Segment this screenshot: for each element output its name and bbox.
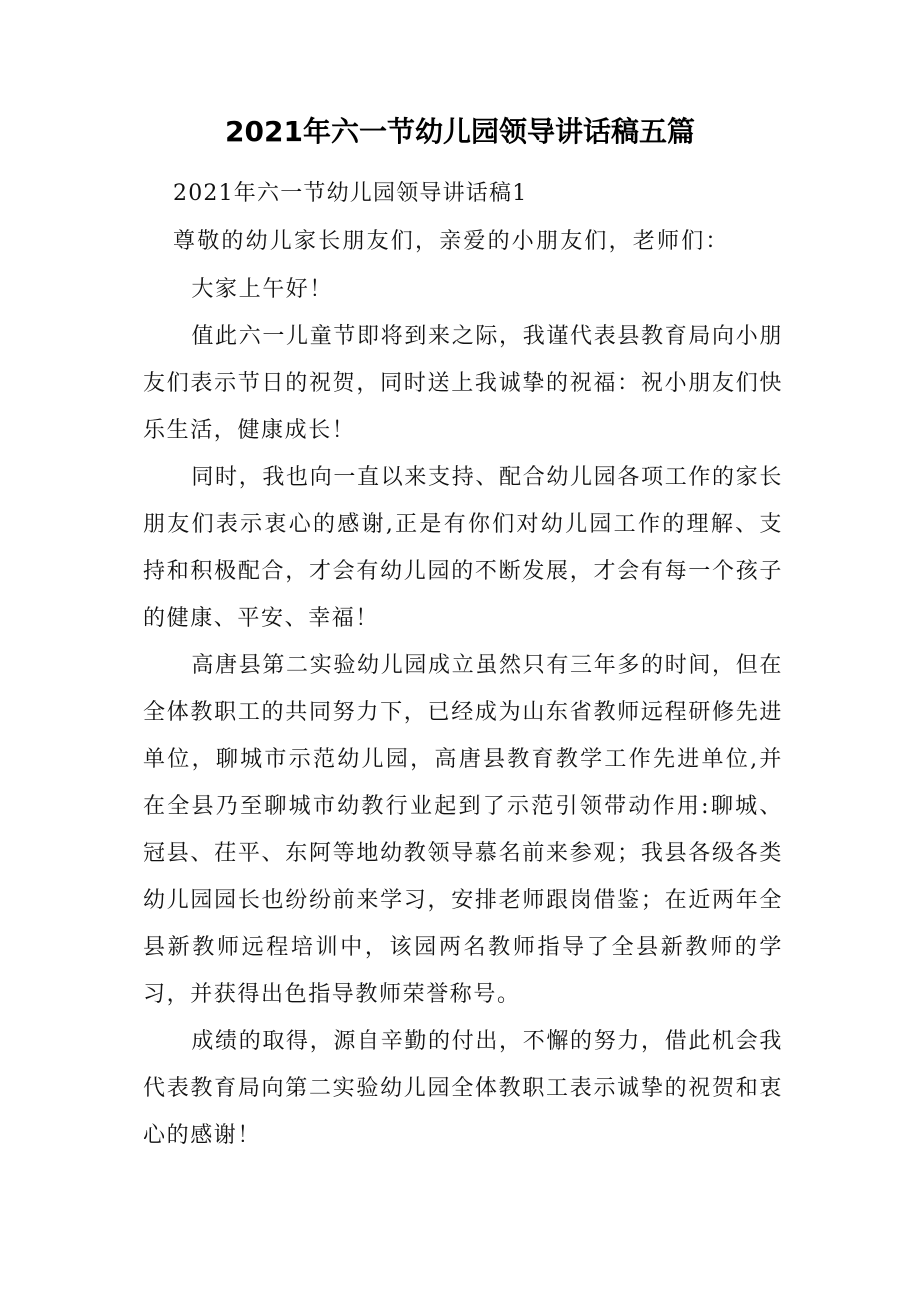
body-paragraph-1: 值此六一儿童节即将到来之际，我谨代表县教育局向小朋友们表示节日的祝贺，同时送上我诚挚的祝福：祝小朋友们快乐生活，健康成长！ — [143, 324, 783, 443]
salutation-line: 尊敬的幼儿家长朋友们，亲爱的小朋友们，老师们： — [173, 229, 730, 254]
body-paragraph-2: 同时，我也向一直以来支持、配合幼儿园各项工作的家长朋友们表示衷心的感谢,正是有你们对幼儿园工作的理解、支持和积极配合，才会有幼儿园的不断发展，才会有每一个孩子的健康、平安、幸福！ — [143, 465, 783, 631]
greeting-block — [143, 266, 783, 313]
greeting-paragraph: 大家上午好！ — [191, 277, 333, 302]
body-paragraph-3: 高唐县第二实验幼儿园成立虽然只有三年多的时间，但在全体教职工的共同努力下，已经成为山东省教师远程研修先进单位，聊城市示范幼儿园，高唐县教育教学工作先进单位,并在全县乃至聊城市幼教行业起到了示范引领带动作用:聊城、冠县、茌平、东阿等地幼教领导慕名前来参观；我县各级各类幼儿园园长也纷纷前来学习，安排老师跟岗借鉴；在近两年全县新教师远程培训中，该园两名教师指导了全县新教师的学习，并获得出色指导教师荣誉称号。 — [143, 653, 783, 1007]
body-paragraph-4: 成绩的取得，源自辛勤的付出，不懈的努力，借此机会我代表教育局向第二实验幼儿园全体教职工表示诚挚的祝贺和衷心的感谢！ — [143, 1029, 783, 1148]
document-title: 2021年六一节幼儿园领导讲话稿五篇 — [225, 115, 695, 148]
speech-subtitle: 2021年六一节幼儿园领导讲话稿1 — [173, 181, 528, 206]
speech-body — [143, 313, 783, 1159]
